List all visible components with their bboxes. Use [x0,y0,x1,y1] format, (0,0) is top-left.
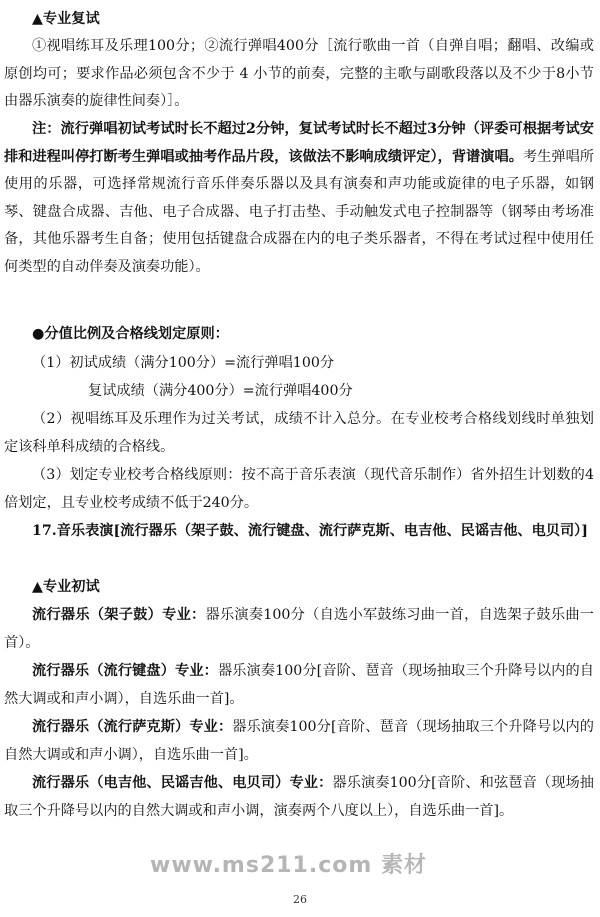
score-paragraph-2: （2）视唱练耳及乐理作为过关考试，成绩不计入总分。在专业校考合格线划线时单独划定该科单科成绩的合格线。 [4,411,594,455]
keys-paragraph [4,658,594,713]
drum-label: 流行器乐（架子鼓）专业： [32,607,206,623]
sax-paragraph [4,714,594,769]
guitar-label: 流行器乐（电吉他、民谣吉他、电贝司）专业： [32,775,333,791]
section-pretest-heading: ▲专业初试 [32,579,100,595]
page-number: 26 [293,893,307,906]
watermark: www.ms211.com 素材 [150,853,427,878]
score-heading: ●分值比例及合格线划定原则： [32,326,229,342]
keys-label: 流行器乐（流行键盘）专业： [32,663,218,679]
sax-label: 流行器乐（流行萨克斯）专业： [32,719,233,735]
drum-text: 器乐演奏100分（自选小军鼓练习曲一首，自选架子鼓乐曲一首）。 [4,607,594,651]
section-retest-heading: ▲专业复试 [32,11,100,27]
score-line-1b: 复试成绩（满分400分）=流行弹唱400分 [88,383,353,399]
score-paragraph-3: （3）划定专业校考合格线原则：按不高于音乐表演（现代音乐制作）省外招生计划数的4倍划定，且专业校考成绩不低于240分。 [4,467,594,511]
score-line-1a: （1）初试成绩（满分100分）=流行弹唱100分 [32,355,335,371]
drum-paragraph [4,602,594,657]
note-paragraph [4,116,594,281]
keys-text: 器乐演奏100分[音阶、琶音（现场抽取三个升降号以内的自然大调或和声小调），自选乐曲一首]。 [4,663,594,707]
item-17-number: 17. [32,523,57,539]
note-bold-text: 注：流行弹唱初试考试时长不超过2分钟，复试考试时长不超过3分钟（评委可根据考试安排和进程叫停打断考生弹唱或抽考作品片段，该做法不影响成绩评定），背谱演唱。 [4,121,594,165]
sax-text: 器乐演奏100分[音阶、琶音（现场抽取三个升降号以内的自然大调或和声小调），自选乐曲一首]。 [4,719,594,763]
note-rest-text: 考生弹唱所使用的乐器，可选择常规流行音乐伴奏乐器以及具有演奏和声功能或旋律的电子乐器，如钢琴、键盘合成器、吉他、电子合成器、电子打击垫、手动触发式电子控制器等（钢琴由考场准备，其他乐器考生自备；使用包括键盘合成器在内的电子类乐器者，不得在考试过程中使用任何类型的自动伴奏及演奏功能）。 [4,148,594,275]
guitar-text: 器乐演奏100分[音阶、和弦琶音（现场抽取三个升降号以内的自然大调或和声小调，演奏两个八度以上），自选乐曲一首]。 [4,775,594,819]
guitar-paragraph [4,770,594,825]
retest-items-paragraph: ①视唱练耳及乐理100分；②流行弹唱400分［流行歌曲一首（自弹自唱；翻唱、改编或原创均可；要求作品必须包含不少于 4 小节的前奏，完整的主歌与副歌段落以及不少于8小节由器乐演奏的旋律性间奏）］。 [4,38,594,109]
item-17-title: 音乐表演[流行器乐（架子鼓、流行键盘、流行萨克斯、电吉他、民谣吉他、电贝司）] [56,523,588,539]
item-17-heading [4,518,594,546]
